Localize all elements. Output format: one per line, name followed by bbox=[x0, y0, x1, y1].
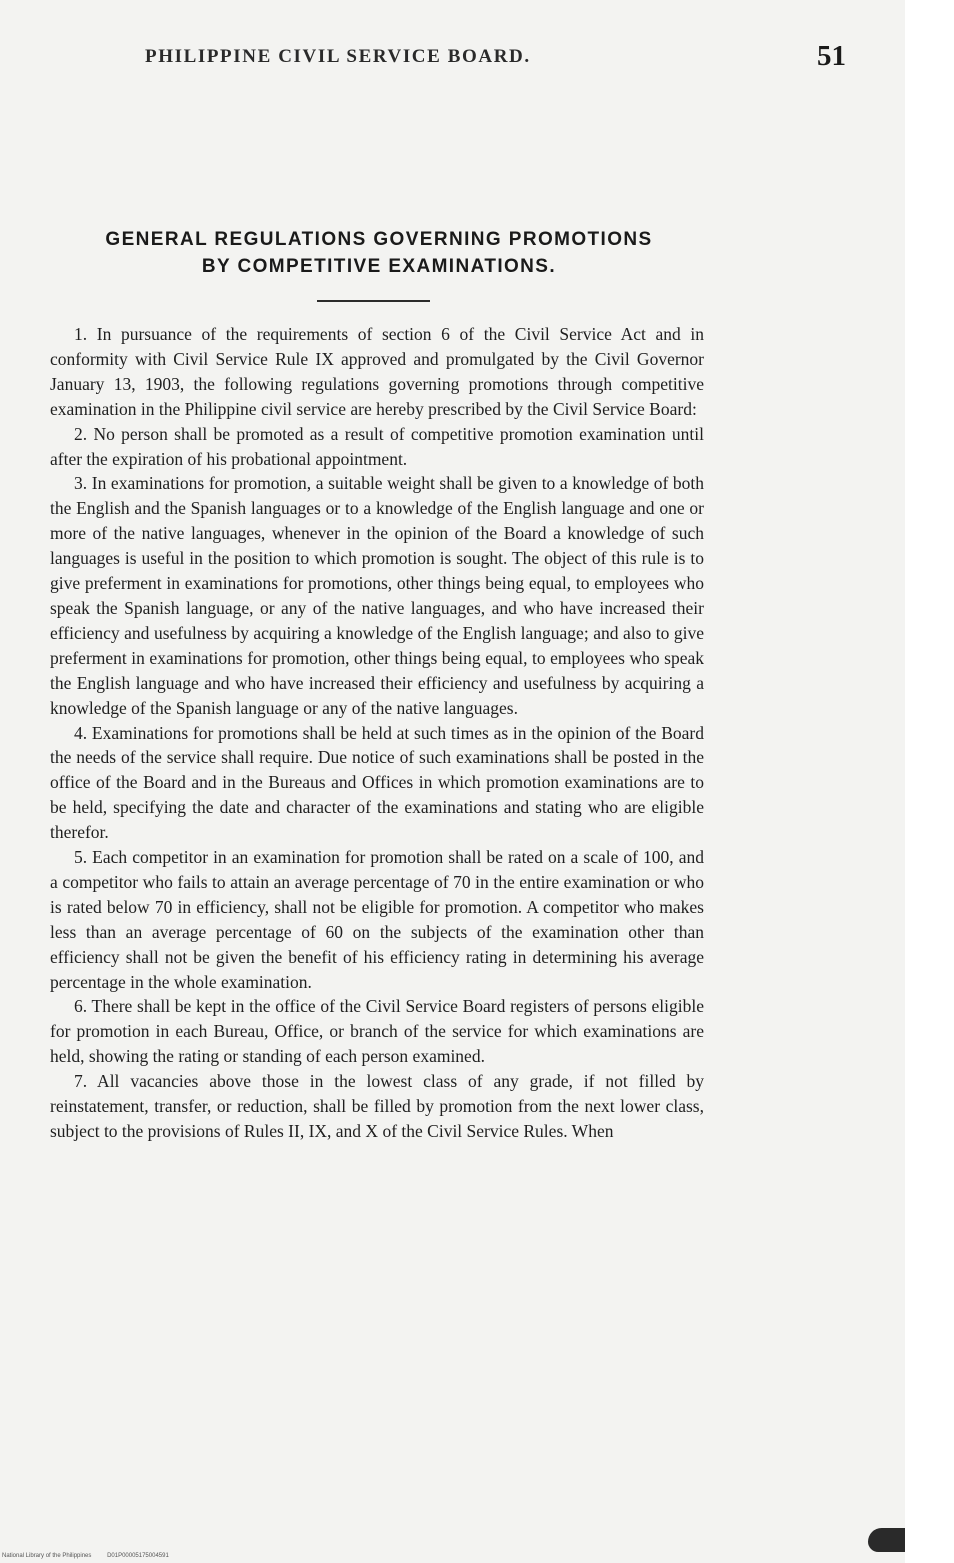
regulation-paragraph-3: 3. In examinations for promotion, a suitable weight shall be given to a knowledge of both the English and the Spanish languages or to a knowledge of the English language and one or more of the native languages, whenever in the opinion of the Board a knowledge of such languages is useful in the position to which promotion is sought. The object of this rule is to give preferment in examinations for promotions, other things being equal, to employees who speak the Spanish language, or any of the native languages, and who have increased their efficiency and usefulness by acquiring a knowledge of the English language; and also to give preferment in examinations for promotion, other things being equal, to employees who speak the English language and who have increased their efficiency and usefulness by acquiring a knowledge of the Spanish language or any of the native languages. bbox=[50, 473, 704, 718]
page-number: 51 bbox=[817, 40, 846, 72]
title-divider bbox=[317, 300, 430, 302]
regulations-body bbox=[50, 322, 704, 1144]
regulation-paragraph-7: 7. All vacancies above those in the lowest class of any grade, if not filled by reinstatement, transfer, or reduction, shall be filled by promotion from the next lower class, subject to the provisions of Rules II, IX, and X of the Civil Service Rules. When bbox=[50, 1071, 704, 1141]
scan-footer bbox=[2, 1553, 183, 1559]
footer-identifier: D01P00005175004591 bbox=[107, 1553, 169, 1559]
section-title-line-2: BY COMPETITIVE EXAMINATIONS. bbox=[201, 256, 557, 277]
regulation-paragraph-4: 4. Examinations for promotions shall be held at such times as in the opinion of the Board the needs of the service shall require. Due notice of such examinations shall be posted in the office of the Board and in the Bureaus and Offices in which promotion examinations are to be held, specifying the date and character of the examinations and stating who are eligible therefor. bbox=[50, 722, 704, 843]
regulation-paragraph-1: 1. In pursuance of the requirements of section 6 of the Civil Service Act and in conformity with Civil Service Rule IX approved and promulgated by the Civil Governor January 13, 1903, the following regulations governing promotions through competitive examination in the Philippine civil service are hereby prescribed by the Civil Service Board: bbox=[50, 324, 704, 419]
footer-source: National Library of the Philippines bbox=[2, 1553, 92, 1559]
regulation-paragraph-6: 6. There shall be kept in the office of the Civil Service Board registers of persons eligible for promotion in each Bureau, Office, or branch of the service for which examinations are held, showing the rating or standing of each person examined. bbox=[50, 996, 704, 1067]
scan-margin bbox=[905, 0, 954, 1563]
regulation-paragraph-5: 5. Each competitor in an examination for promotion shall be rated on a scale of 100, and a competitor who fails to attain an average percentage of 70 in the entire examination or who is rated below 70 in efficiency, shall not be eligible for promotion. A competitor who makes less than an average percentage of 60 on the subjects of the examination other than efficiency shall not be given the benefit of his efficiency rating in determining his average percentage in the whole examination. bbox=[50, 847, 704, 992]
running-head: PHILIPPINE CIVIL SERVICE BOARD. bbox=[145, 46, 531, 67]
regulation-paragraph-2: 2. No person shall be promoted as a result of competitive promotion examination until after the expiration of his probational appointment. bbox=[50, 423, 704, 469]
section-title-line-1: GENERAL REGULATIONS GOVERNING PROMOTIONS bbox=[105, 229, 653, 250]
